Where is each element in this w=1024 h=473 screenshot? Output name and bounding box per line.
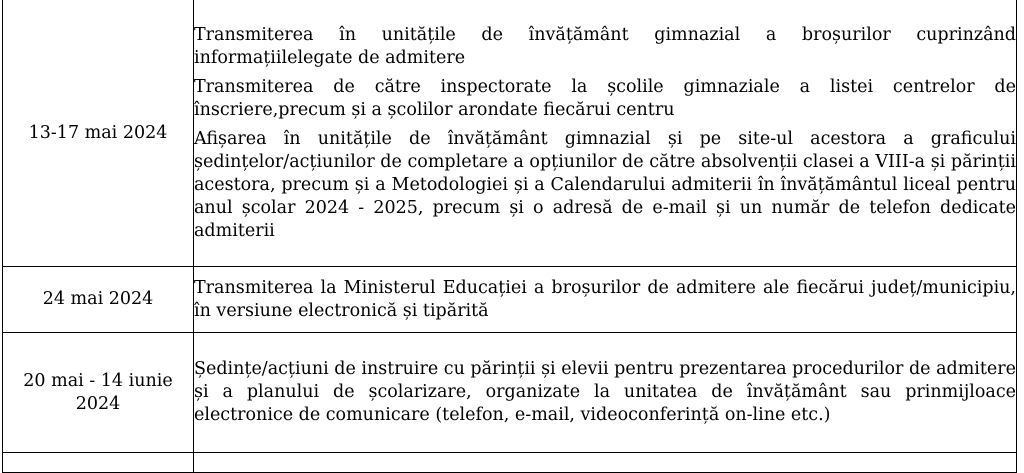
table-row: [3, 267, 1017, 333]
table-row: [3, 0, 1017, 267]
activity-paragraph: Transmiterea de către inspectorate la școlile gimnaziale a listei centrelor de înscriere,precum și a școlilor arondate fiecărui centru: [194, 76, 1016, 120]
activity-paragraph: Ședințe/acțiuni de instruire cu părinții și elevii pentru prezentarea procedurilor de admitere și a planului de școlarizare, organizate la unitatea de învățământ sau prinmijloace electronice de comunicare (telefon, e-mail, videoconferință on-line etc.): [194, 359, 1017, 425]
table-row: [3, 333, 1017, 453]
date-cell: 20 mai - 14 iunie 2024: [3, 333, 194, 453]
activity-paragraph: Afișarea în unitățile de învățământ gimnazial și pe site-ul acestora a graficului ședințelor/acțiunilor de completare a opțiunilor de către absolvenții clasei a VIII-a și părinții acestora, precum și a Metodologiei și a Calendarului admiterii în învățământul liceal pentru anul școlar 2024 - 2025, precum și o adresă de e-mail și un număr de telefon dedicate admiterii: [194, 128, 1016, 241]
admission-calendar-table: [2, 0, 1017, 473]
activity-cell: [194, 333, 1017, 453]
activity-paragraph: Transmiterea în unitățile de învățământ gimnazial a broșurilor cuprinzând informațiilelegate de admitere: [194, 24, 1016, 68]
activity-paragraph: Transmiterea la Ministerul Educației a broșurilor de admitere ale fiecărui județ/municipiu, în versiune electronică și tipărită: [194, 277, 1016, 321]
activity-cell-empty: [194, 453, 1017, 473]
date-cell: 24 mai 2024: [3, 267, 194, 333]
date-cell: 13-17 mai 2024: [3, 0, 194, 267]
table-row-partial: [3, 453, 1017, 473]
activity-cell: [194, 0, 1017, 267]
activity-cell: [194, 267, 1017, 333]
date-cell-empty: [3, 453, 194, 473]
